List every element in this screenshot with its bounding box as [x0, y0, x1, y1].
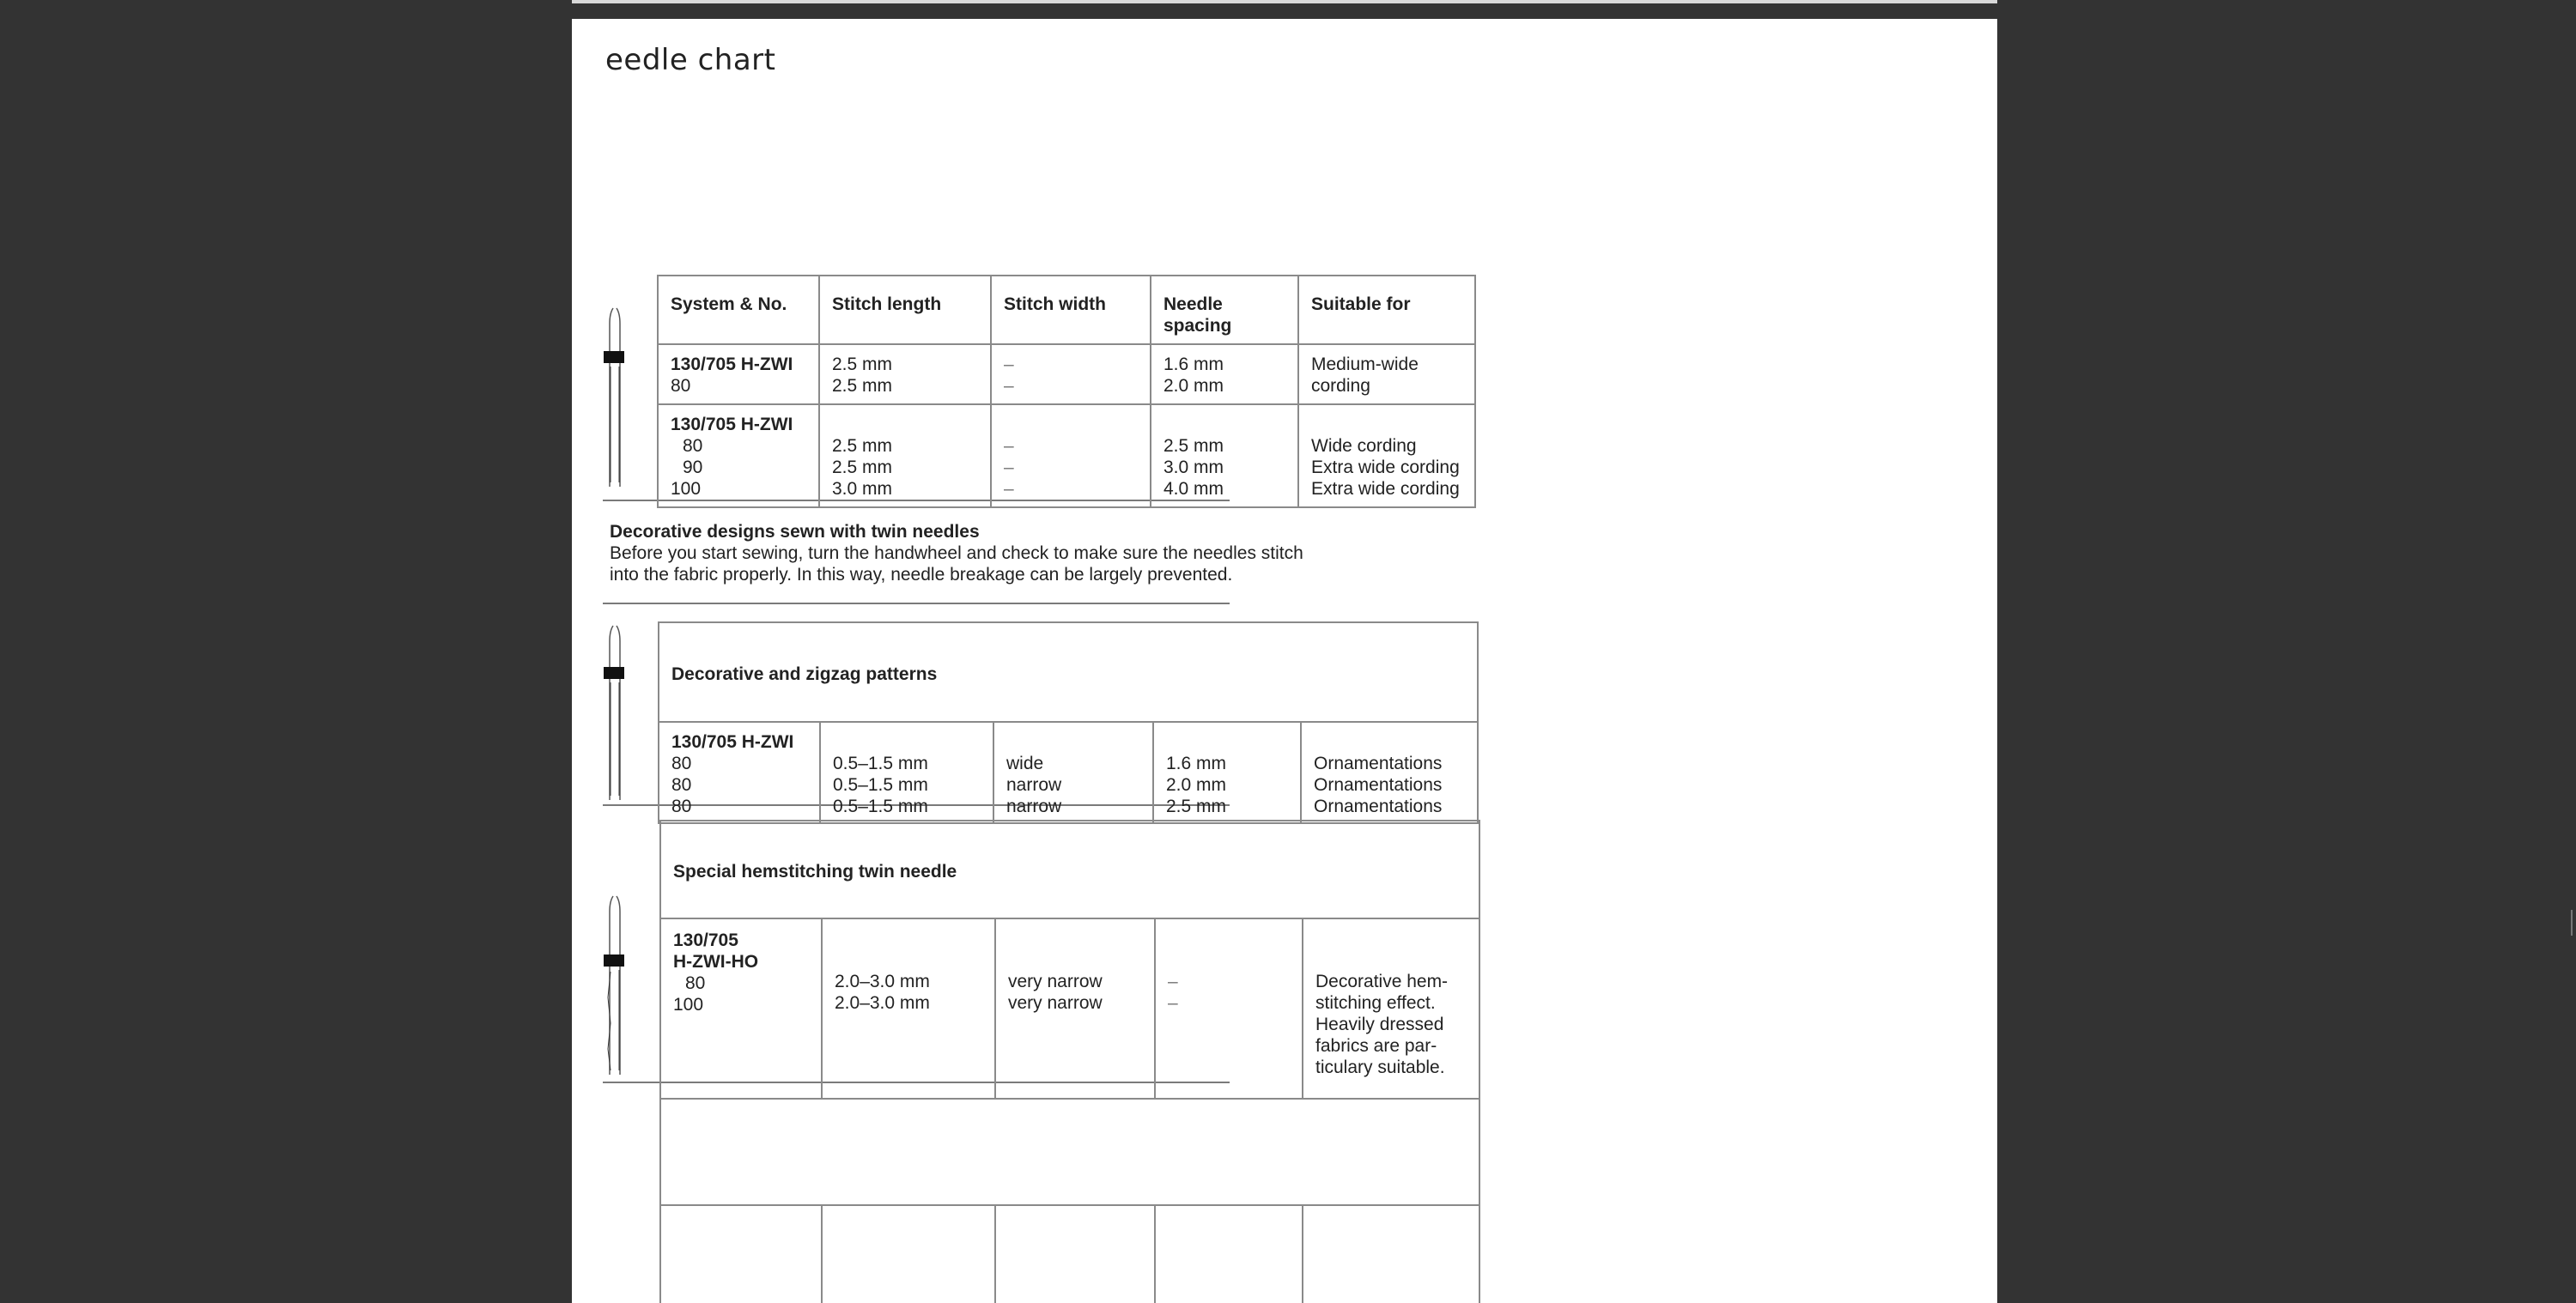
stitch-length-cell: 2.5 mm 2.5 mm [819, 344, 991, 404]
stitch-width-cell: very narrow very narrow [995, 918, 1155, 1099]
section-title-row [660, 821, 1479, 918]
scroll-marker [2571, 910, 2573, 936]
needle-table [657, 275, 1476, 508]
empty-cell [1303, 1205, 1479, 1303]
empty-row [660, 1205, 1479, 1303]
suitable-for-cell: Medium-wide cording [1298, 344, 1475, 404]
stitch-width-cell: – – [991, 344, 1151, 404]
column-header: Suitable for [1298, 276, 1475, 344]
empty-cell [995, 1205, 1155, 1303]
stitch-width-cell: wide narrow narrow [993, 722, 1153, 823]
needle-spacing-cell: – – [1155, 918, 1303, 1099]
empty-cell [660, 1205, 822, 1303]
twin-needle-icon [601, 306, 627, 495]
hemstitch-needle-icon [601, 894, 627, 1083]
stitch-length-cell: 0.5–1.5 mm 0.5–1.5 mm 0.5–1.5 mm [820, 722, 993, 823]
section-title: Special hemstitching twin needle [660, 821, 1479, 918]
hemstitching-table [659, 820, 1480, 1303]
decorative-patterns-table [658, 621, 1479, 824]
needle-spacing-cell: 1.6 mm 2.0 mm 2.5 mm [1153, 722, 1301, 823]
twin-needle-icon [601, 624, 627, 809]
note-text: into the fabric properly. In this way, needle breakage can be largely prevented. [610, 565, 1233, 585]
system-cell: 130/705 H-ZWI 80 80 80 [659, 722, 820, 823]
suitable-for-cell: Decorative hem- stitching effect. Heavily dressed fabrics are par- ticulary suitable. [1303, 918, 1479, 1099]
document-page [572, 19, 1997, 1303]
empty-cell [1155, 1205, 1303, 1303]
page-title: eedle chart [605, 43, 776, 77]
note-text: Before you start sewing, turn the handwheel and check to make sure the needles stitch [610, 543, 1303, 563]
column-header: System & No. [658, 276, 819, 344]
stitch-width-cell: – – – [991, 404, 1151, 507]
needle-spacing-cell: 1.6 mm 2.0 mm [1151, 344, 1298, 404]
empty-row [660, 1099, 1479, 1205]
section-title-row [659, 622, 1478, 722]
needle-spacing-cell: 2.5 mm 3.0 mm 4.0 mm [1151, 404, 1298, 507]
system-cell: 130/705 H-ZWI-HO 80 100 [660, 918, 822, 1099]
column-header: Needle spacing [1151, 276, 1298, 344]
suitable-for-cell: Wide cording Extra wide cording Extra wide cording [1298, 404, 1475, 507]
table-row [658, 404, 1475, 507]
system-cell: 130/705 H-ZWI 80 90 100 [658, 404, 819, 507]
empty-cell [822, 1205, 995, 1303]
note-heading: Decorative designs sewn with twin needles [610, 522, 980, 542]
twin-needle-note [610, 521, 1451, 585]
stitch-length-cell: 2.5 mm 2.5 mm 3.0 mm [819, 404, 991, 507]
suitable-for-cell: Ornamentations Ornamentations Ornamentations [1301, 722, 1478, 823]
table-row [660, 918, 1479, 1099]
system-cell: 130/705 H-ZWI 80 [658, 344, 819, 404]
table-row [659, 722, 1478, 823]
table-row [658, 344, 1475, 404]
empty-cell [660, 1099, 1479, 1205]
column-header: Stitch width [991, 276, 1151, 344]
stitch-length-cell: 2.0–3.0 mm 2.0–3.0 mm [822, 918, 995, 1099]
row-divider [603, 603, 1230, 604]
previous-page-edge [572, 0, 1997, 3]
column-header: Stitch length [819, 276, 991, 344]
table-header-row [658, 276, 1475, 344]
section-title: Decorative and zigzag patterns [659, 622, 1478, 722]
